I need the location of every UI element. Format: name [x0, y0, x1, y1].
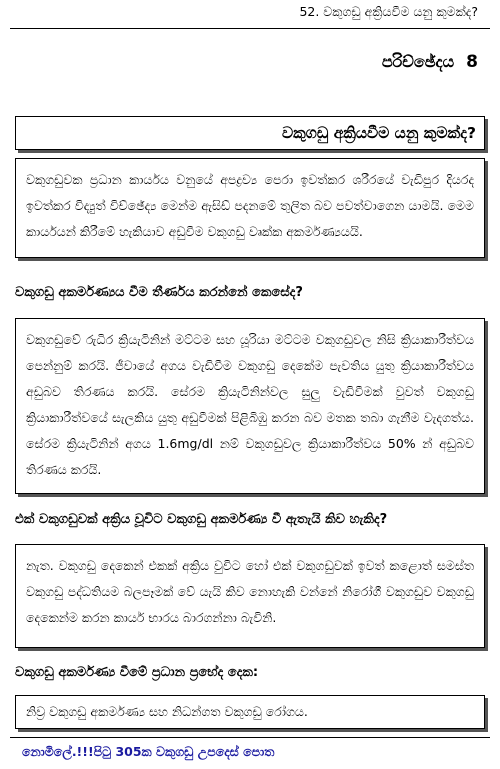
- paragraph-box-1: [15, 158, 485, 258]
- paragraph-4: නිව්‍ර වකුගඩු අකර්මණ්‍ය සහ නිධන්ගත වකුගඩු රෝගය.: [26, 704, 308, 719]
- chapter-label: පරිච්ඡේදය: [381, 52, 455, 71]
- paragraph-box-2: [15, 318, 485, 494]
- chapter-heading: [382, 52, 478, 72]
- chapter-number: 8: [466, 52, 478, 72]
- running-header: 52. වකුගඩු අක්‍රියවීම යනු කුමක්ද?: [299, 4, 478, 19]
- question-heading-2: එක් වකුගඩුවක් අක්‍රිය වූවිට වකුගඩු අකර්මණ්‍ය වී ඇතැයි කිව හැකිද?: [15, 512, 388, 527]
- question-heading-3: වකුගඩු අකර්මණ්‍ය වීමේ ප්‍රධාන ප්‍රභේද දෙක:: [15, 665, 259, 680]
- paragraph-3: නැත. වකුගඩු දෙකෙන් එකක් අක්‍රිය වුවිට හෝ එක් වකුගඩුවක් ඉවත් කළොත් සමස්ත වකුගඩු පද්ධතියම බලපෑමක් වේ යැයි කිව නොහැකි වන්නේ නිරෝගී වකුගඩුව වකුගඩු දෙකෙන්ම කරන කාර්ය භාරය බාරගන්නා බැවිනි.: [26, 558, 474, 625]
- paragraph-2: වකුගඩුවේ රුධිර ක්‍රියැටිනින් මට්ටම සහ යූරියා මට්ටම වකුගඩුවල නිසි ක්‍රියාකාරීත්වය පෙන්නුම් කරයි. ජීවායේ අගය වැඩිවීම වකුගඩු දෙකේම පැවතිය යුතු ක්‍රියාකාරීත්වය අඩුබව තිරණය කරයි. සේරම ක්‍රියැටිනින්වල සුලු වැඩිවීමක් වුවත් වකුගඩු ක්‍රියාකාරීත්වයේ සැලකිය යුතු අඩුවීමක් පිළිබිඹු කරන බව මතක තබා ගැනීම වැදගත්ය. සේරම ක්‍රියැටිනින් අගය 1.6mg/dl නම් වකුගඩුවල ක්‍රියාකාරීත්වය 50% න් අඩුබව තිරණය කරයි.: [26, 332, 474, 477]
- header-divider: [10, 28, 490, 29]
- section-title-box: [15, 116, 485, 150]
- section-title: වකුගඩු අක්‍රියවීම යනු කුමක්ද?: [282, 123, 476, 142]
- paragraph-box-3: [15, 544, 485, 648]
- paragraph-1: වකුගඩුවක ප්‍රධාන කාර්යය වනුයේ අපද්‍රව්‍ය පෙරා ඉවත්කර ශරීරයේ වැඩිපුර දියරද ඉවත්කර විද්‍යුත් විච්ඡේද්‍ය මෙන්ම ඇසිඩ් පදනමේ තුලිත බව පවත්වාගෙන යාමයි. මෙම කාර්යයන් කිරීමේ හැකියාව අඩුවීම වකුගඩු වෘක්ක අකර්මණ්‍යයයි.: [26, 172, 474, 239]
- footer-divider: [10, 737, 490, 738]
- footer-link[interactable]: නොමිලේ.!!!පිටු 305ක වකුගඩු උපදෙස් පොත: [22, 744, 275, 759]
- paragraph-box-4: [15, 695, 485, 729]
- question-heading-1: වකුගඩු අකර්මණ්‍යය වීම තීර්ණය කරන්නේ කෙසේද?: [15, 285, 303, 300]
